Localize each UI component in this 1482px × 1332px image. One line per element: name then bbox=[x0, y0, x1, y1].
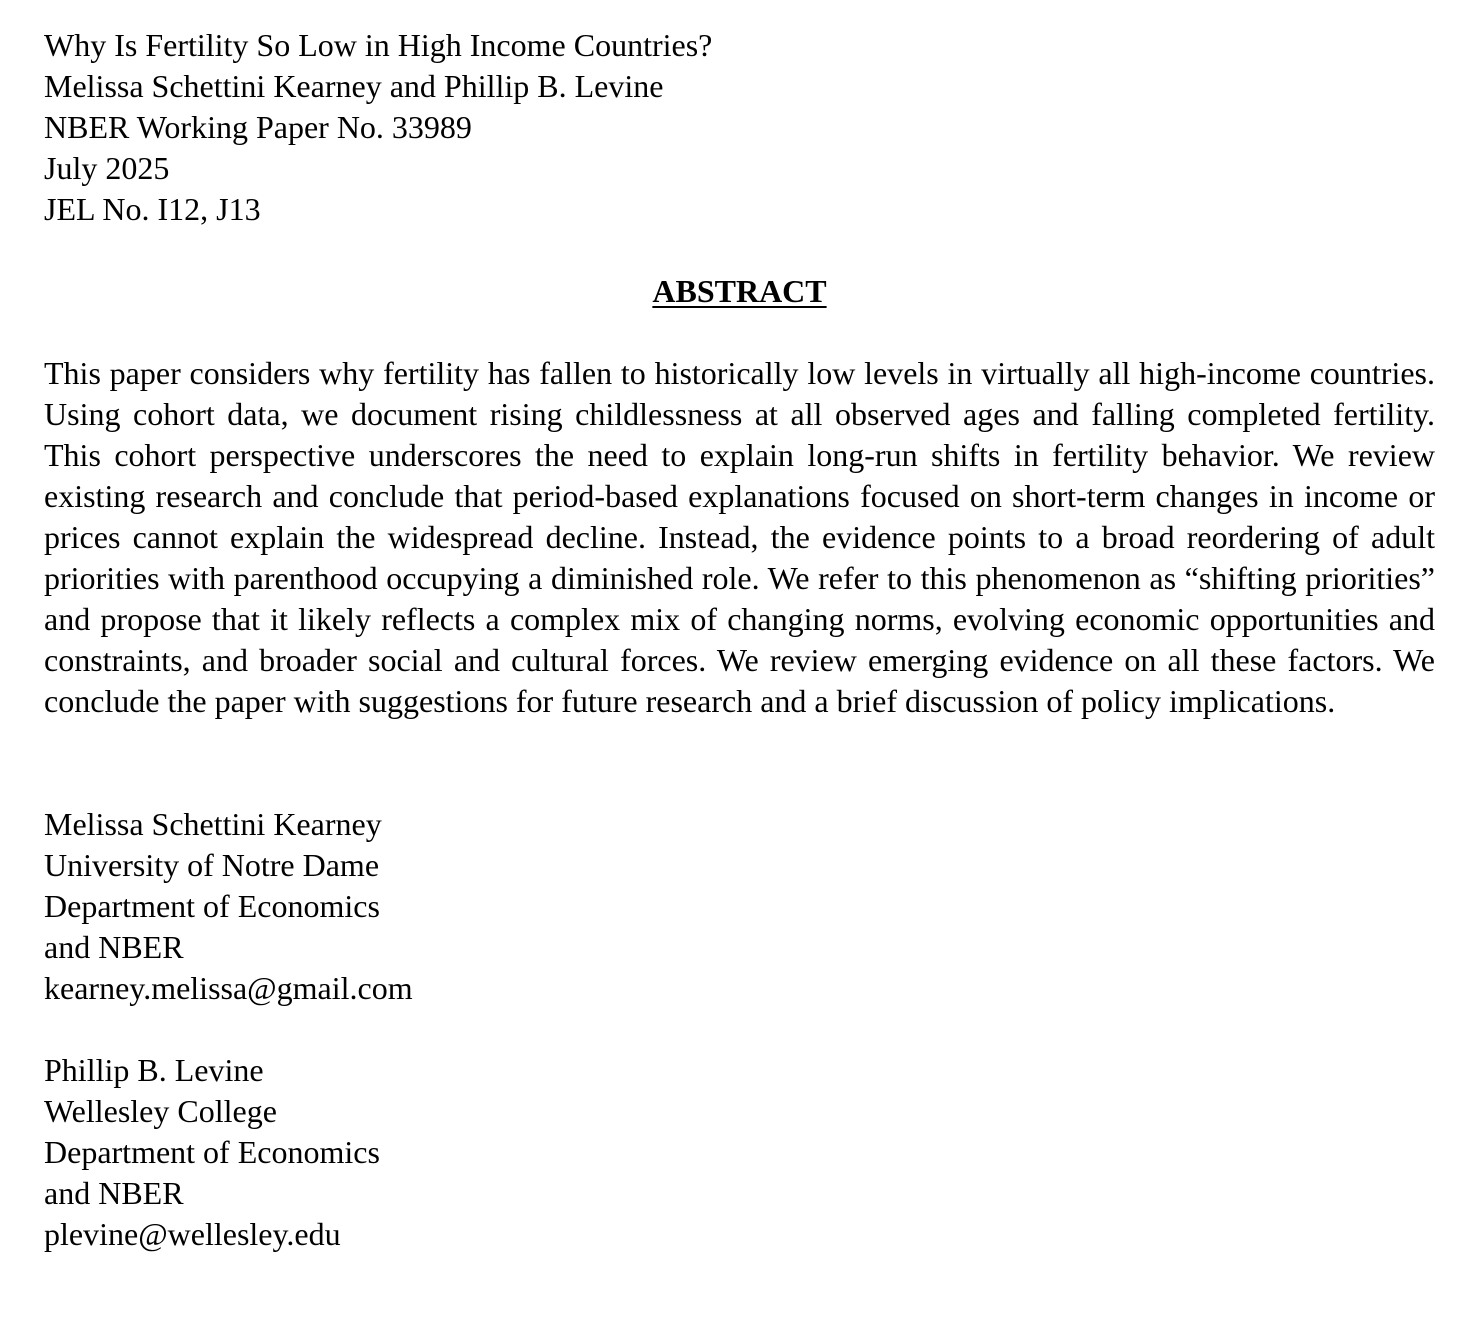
abstract-text: This paper considers why fertility has fallen to historically low levels in virtually all high-income countries. Using cohort data, we document rising childlessness at all observed ages and falling completed fertility. This cohort perspective underscores the need to explain long-run shifts in fertility behavior. We review existing research and conclude that period-based explanations focused on short-term changes in income or prices cannot explain the widespread decline. Instead, the evidence points to a broad reordering of adult priorities with parenthood occupying a diminished role. We refer to this phenomenon as “shifting priorities” and propose that it likely reflects a complex mix of changing norms, evolving economic opportunities and constraints, and broader social and cultural forces. We review emerging evidence on all these factors. We conclude the paper with suggestions for future research and a brief discussion of policy implications. bbox=[44, 355, 1435, 719]
author-name: Phillip B. Levine bbox=[44, 1052, 264, 1088]
author-email: kearney.melissa@gmail.com bbox=[44, 970, 413, 1006]
author-affiliations bbox=[44, 804, 1435, 1255]
paper-jel-codes: JEL No. I12, J13 bbox=[44, 191, 261, 227]
author-email: plevine@wellesley.edu bbox=[44, 1216, 341, 1252]
paper-authors: Melissa Schettini Kearney and Phillip B. Levine bbox=[44, 68, 664, 104]
paper-series: NBER Working Paper No. 33989 bbox=[44, 109, 472, 145]
author-extra: and NBER bbox=[44, 1175, 184, 1211]
author-institution: University of Notre Dame bbox=[44, 847, 380, 883]
paper-title: Why Is Fertility So Low in High Income Countries? bbox=[44, 27, 713, 63]
author-extra: and NBER bbox=[44, 929, 184, 965]
paper-page bbox=[44, 25, 1435, 1255]
author-institution: Wellesley College bbox=[44, 1093, 277, 1129]
author-department: Department of Economics bbox=[44, 1134, 380, 1170]
paper-header bbox=[44, 25, 1435, 230]
paper-date: July 2025 bbox=[44, 150, 170, 186]
author-block-levine bbox=[44, 1050, 1435, 1255]
author-name: Melissa Schettini Kearney bbox=[44, 806, 382, 842]
abstract-heading: ABSTRACT bbox=[652, 273, 827, 309]
author-block-kearney bbox=[44, 804, 1435, 1009]
author-department: Department of Economics bbox=[44, 888, 380, 924]
